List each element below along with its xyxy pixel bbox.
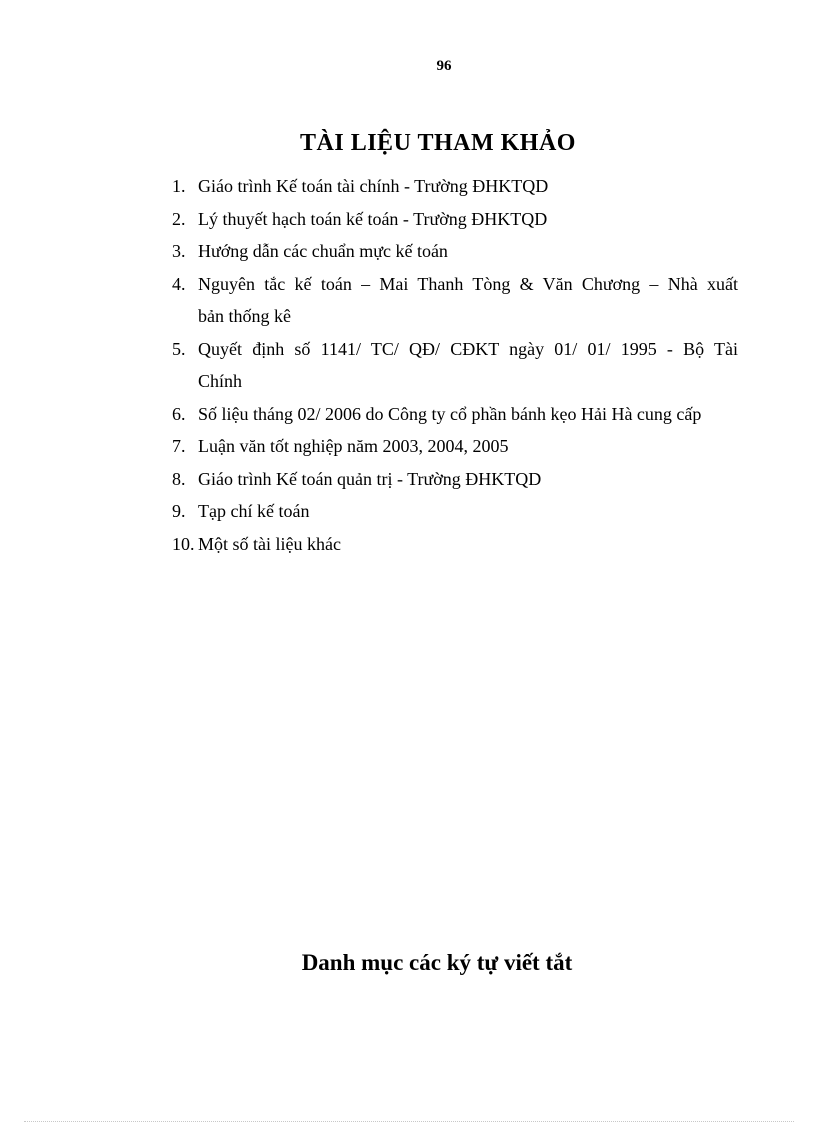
- reference-text: [198, 268, 738, 333]
- reference-item: [172, 235, 738, 268]
- reference-text: Giáo trình Kế toán quản trị - Trường ĐHKTQD: [198, 468, 542, 489]
- reference-number: 9.: [172, 501, 186, 521]
- reference-text: Hướng dẫn các chuẩn mực kế toán: [198, 241, 448, 261]
- page-number: 96: [436, 58, 452, 74]
- reference-text-line: bản thống kê: [198, 306, 291, 326]
- reference-item: [172, 268, 738, 333]
- reference-text: [198, 333, 738, 398]
- reference-number: 6.: [172, 403, 186, 424]
- reference-item: [172, 398, 738, 431]
- reference-item: [172, 430, 738, 463]
- reference-text: Tạp chí kế toán: [198, 501, 310, 521]
- page-bottom-divider: [24, 1121, 794, 1122]
- reference-item: [172, 463, 738, 496]
- reference-number: 10.: [172, 533, 195, 554]
- reference-text: Lý thuyết hạch toán kế toán - Trường ĐHKTQD: [198, 208, 548, 229]
- reference-item: [172, 528, 738, 561]
- reference-number: 3.: [172, 241, 186, 261]
- reference-number: 4.: [172, 273, 186, 294]
- reference-text-line: Chính: [198, 371, 243, 391]
- references-list: [172, 170, 738, 560]
- reference-text-line: Nguyên tắc kế toán – Mai Thanh Tòng & Văn Chương – Nhà xuất: [198, 273, 738, 294]
- reference-number: 7.: [172, 436, 186, 456]
- abbreviations-title: Danh mục các ký tự viết tắt: [301, 950, 573, 975]
- reference-text: Một số tài liệu khác: [198, 533, 341, 554]
- reference-text-line: Quyết định số 1141/ TC/ QĐ/ CĐKT ngày 01/ 01/ 1995 - Bộ Tài: [198, 338, 738, 359]
- references-title: TÀI LIỆU THAM KHẢO: [300, 130, 576, 156]
- reference-number: 1.: [172, 176, 186, 196]
- reference-text: Luận văn tốt nghiệp năm 2003, 2004, 2005: [198, 436, 509, 456]
- reference-number: 8.: [172, 468, 186, 489]
- reference-item: [172, 203, 738, 236]
- reference-item: [172, 170, 738, 203]
- reference-text: Giáo trình Kế toán tài chính - Trường ĐHKTQD: [198, 176, 549, 196]
- reference-number: 2.: [172, 208, 186, 229]
- reference-item: [172, 495, 738, 528]
- reference-text: Số liệu tháng 02/ 2006 do Công ty cổ phần bánh kẹo Hải Hà cung cấp: [198, 403, 702, 424]
- reference-item: [172, 333, 738, 398]
- reference-number: 5.: [172, 338, 186, 359]
